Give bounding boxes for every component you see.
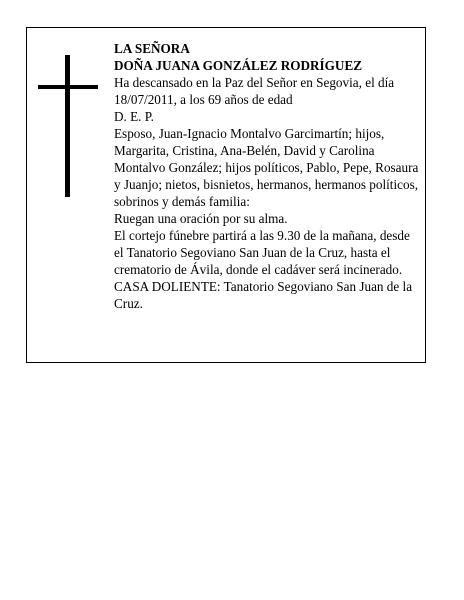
funeral-details: El cortejo fúnebre partirá a las 9.30 de la mañana, desde el Tanatorio Segoviano San Juan de la Cruz, hasta el crematorio de Ávila, donde el cadáver será incinerado.	[114, 228, 410, 277]
obituary-notice	[26, 27, 426, 363]
deceased-name: DOÑA JUANA GONZÁLEZ RODRÍGUEZ	[114, 58, 363, 73]
heading-title: LA SEÑORA	[114, 41, 190, 56]
obituary-text	[114, 40, 422, 312]
prayer-request: Ruegan una oración por su alma.	[114, 211, 288, 226]
family-list: Esposo, Juan-Ignacio Montalvo Garcimartín; hijos, Margarita, Cristina, Ana-Belén, David y Carolina Montalvo González; hijos políticos, Pablo, Pepe, Rosaura y Juanjo; nietos, bisnietos, hermanos, hermanos políticos, sobrinos y demás familia:	[114, 126, 419, 209]
cross-horizontal-bar	[38, 85, 98, 89]
mourning-house: CASA DOLIENTE: Tanatorio Segoviano San Juan de la Cruz.	[114, 279, 413, 311]
cross-vertical-bar	[65, 55, 70, 197]
cross-icon	[38, 55, 98, 197]
rip-line: D. E. P.	[114, 109, 154, 124]
death-statement: Ha descansado en la Paz del Señor en Segovia, el día 18/07/2011, a los 69 años de edad	[114, 75, 395, 107]
